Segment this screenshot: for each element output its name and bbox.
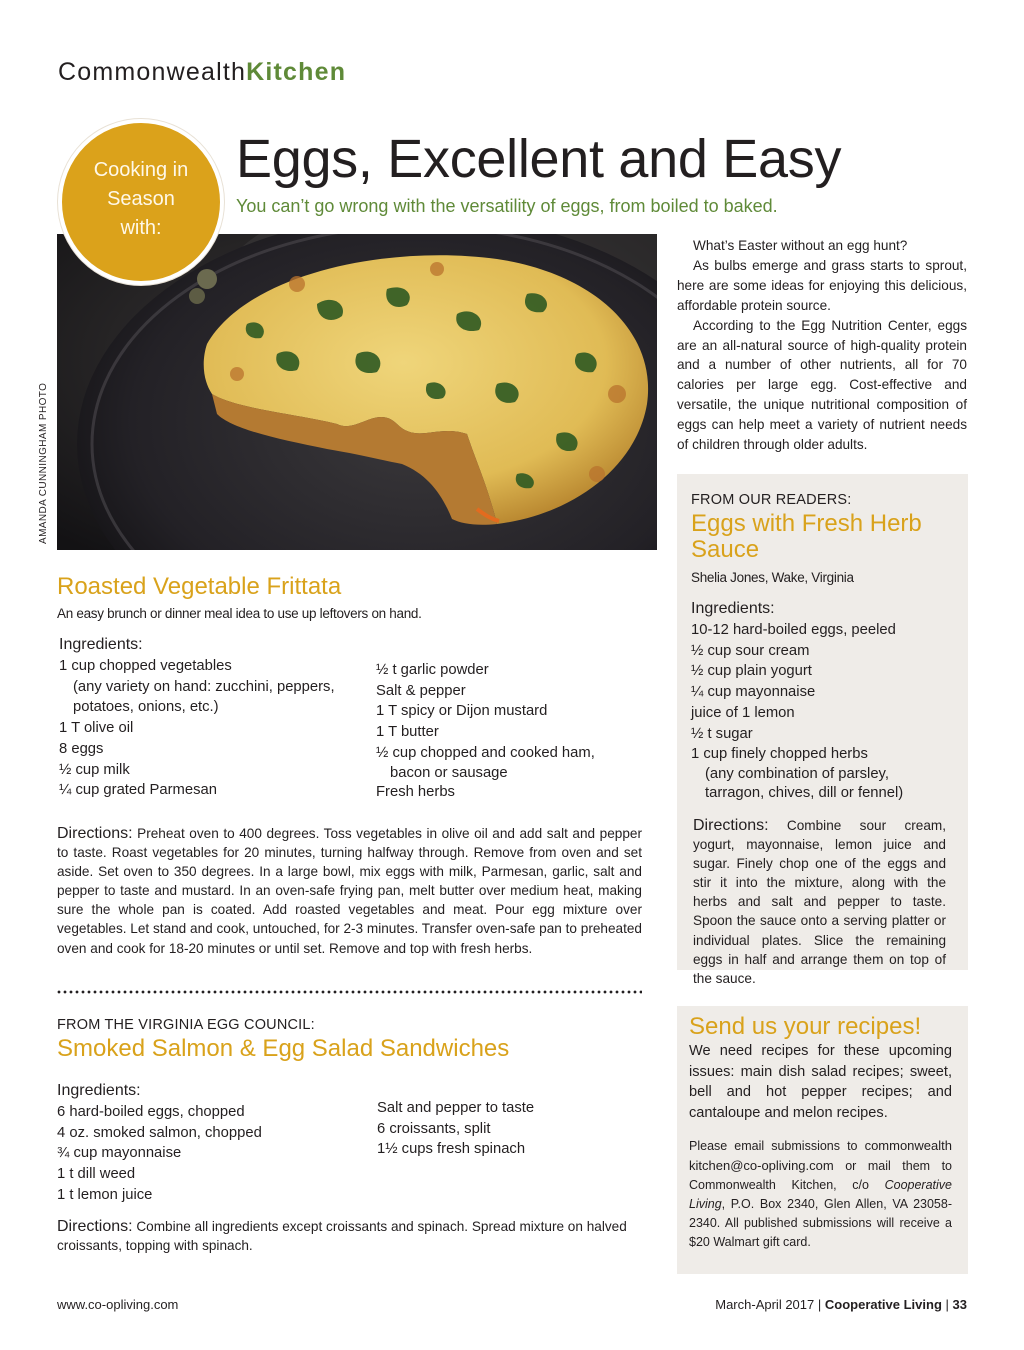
list-item: 1 t lemon juice [57,1186,153,1203]
list-item: 1 T olive oil [59,720,134,737]
list-item: ½ cup sour cream [691,642,810,659]
list-item: 1 T spicy or Dijon mustard [376,703,548,720]
herb-sauce-source: FROM OUR READERS: [691,492,852,508]
intro-paragraph: What’s Easter without an egg hunt? [693,238,908,253]
list-item: Salt and pepper to taste [377,1100,535,1116]
list-item: 6 croissants, split [377,1120,491,1137]
frittata-directions [57,824,642,958]
footer-publication: Cooperative Living [824,1297,942,1312]
masthead-prefix: Commonwealth [58,58,247,86]
masthead [58,58,346,87]
contact-email-link[interactable]: commonwealth kitchen@co-opliving.com [689,1138,952,1173]
frittata-ingredients-label: Ingredients: [59,636,143,653]
send-recipes-title: Send us your recipes! [689,1013,922,1040]
salmon-ingredients-col2 [377,1098,657,1160]
list-item: 4 oz. smoked salmon, chopped [57,1124,262,1141]
directions-text: Combine sour cream, yogurt, mayonnaise, lemon juice and sugar. Finely chop one of the eggs and stir it into the mixture, along with the herbs and salt and pepper to taste. Spoon the sauce onto a serving platter or individual plates. Slice the remaining eggs in half and arrange them on top of the sauce. [693,818,946,986]
masthead-suffix: Kitchen [246,58,347,86]
herb-sauce-author: Shelia Jones, Wake, Virginia [691,570,854,585]
contact-text: or mail them to [833,1159,952,1173]
directions-label: Directions: [57,825,133,842]
article-subtitle: You can’t go wrong with the versatility of eggs, from boiled to baked. [236,196,778,216]
list-item: ½ cup milk [59,761,130,778]
list-item: 8 eggs [59,740,104,757]
list-item: 10-12 hard-boiled eggs, peeled [691,622,896,638]
directions-text: Preheat oven to 400 degrees. Toss vegetables in olive oil and add salt and pepper to taste. Roast vegetables for 20 minutes, turning halfway through. Remove from oven and set aside. Set oven to 350 degrees. In a large bowl, mix eggs with milk, Parmesan, garlic, salt and pepper to taste and mustard. In an oven-safe frying pan, melt butter over medium heat, making sure the whole pan is coated. Add roasted vegetables and meat. Pour egg mixture over vegetables. Let stand and cook, untouched, for 2-3 minutes. Transfer oven-safe pan to preheated oven and cook for 18-20 minutes or until set. Remove and top with fresh herbs. [57,826,642,956]
salmon-title: Smoked Salmon & Egg Salad Sandwiches [57,1035,510,1062]
list-item: 1 T butter [376,724,439,741]
herb-sauce-directions [693,816,946,988]
contact-address: , P.O. Box 2340, Glen Allen, VA 23058-2340. [689,1197,952,1230]
contact-text: Please email submissions to [689,1139,865,1153]
salmon-source: FROM THE VIRGINIA EGG COUNCIL: [57,1017,315,1033]
send-recipes-body: We need recipes for these upcoming issues: main dish salad recipes; sweet, bell and hot pepper recipes; and cantaloupe and melon recipes. [689,1043,952,1121]
directions-label: Directions: [693,817,769,834]
list-item: bacon or sausage [390,764,508,781]
salmon-directions [57,1217,657,1255]
list-item: 1 cup chopped vegetables [59,658,232,674]
list-item: tarragon, chives, dill or fennel) [705,784,904,801]
salmon-ingredients-col1 [57,1102,357,1206]
list-item: Salt & pepper [376,682,466,699]
list-item: 1 cup finely chopped herbs [691,746,868,763]
herb-sauce-ingredients-label: Ingredients: [691,600,775,617]
footer-separator: | [945,1297,953,1312]
article-title: Eggs, Excellent and Easy [236,129,842,189]
contact-magazine: Cooperative Living [689,1178,952,1211]
list-item: (any combination of parsley, [705,765,889,782]
list-item: ¾ cup mayonnaise [57,1145,182,1162]
season-badge [58,119,224,285]
intro-paragraph: According to the Egg Nutrition Center, eggs are an all-natural source of high-quality protein and a number of other nutrients, all for 70 calories per large egg. Cost-effective and versatile, the unique nutritional composition of eggs can help meet a variety of nutrient needs of children through older adults. [677,317,967,453]
list-item: (any variety on hand: zucchini, peppers, [73,678,335,695]
directions-text: Combine all ingredients except croissants and spinach. Spread mixture on halved croissants, topping with spinach. [57,1219,627,1254]
frittata-ingredients-col2 [376,660,656,802]
list-item: 6 hard-boiled eggs, chopped [57,1104,245,1120]
footer-issue: March-April 2017 [715,1297,815,1312]
list-item: Fresh herbs [376,783,455,800]
send-recipes-sidebar [677,1006,968,1274]
list-item: ½ t sugar [691,725,753,742]
list-item: juice of 1 lemon [691,704,795,721]
herb-sauce-ingredients [691,620,961,803]
frittata-ingredients-col1 [59,656,359,801]
salmon-ingredients-label: Ingredients: [57,1082,141,1099]
contact-address-name: Commonwealth Kitchen, c/o [689,1178,885,1192]
list-item: ¼ cup mayonnaise [691,684,816,701]
directions-label: Directions: [57,1218,133,1235]
footer-page-number: 33 [952,1297,967,1312]
herb-sauce-sidebar [677,474,968,986]
season-badge-text: Cooking in Season with: [93,158,189,239]
list-item: ¼ cup grated Parmesan [59,782,217,799]
photo-credit: AMANDA CUNNINGHAM PHOTO [38,382,49,544]
footer-separator: | [817,1297,825,1312]
list-item: 1½ cups fresh spinach [377,1141,526,1158]
contact-note: All published submissions will receive a $20 Walmart gift card. [689,1216,952,1249]
list-item: potatoes, onions, etc.) [73,699,219,716]
frittata-tagline: An easy brunch or dinner meal idea to use up leftovers on hand. [57,606,422,621]
frittata-title: Roasted Vegetable Frittata [57,573,342,600]
article-intro [677,236,967,455]
send-recipes-contact [689,1136,952,1252]
list-item: ½ t garlic powder [376,662,489,678]
footer-issue-info [630,1297,967,1312]
footer-website[interactable]: www.co-opliving.com [57,1297,179,1312]
herb-sauce-title: Eggs with Fresh Herb Sauce [691,510,922,563]
list-item: ½ cup plain yogurt [691,663,812,680]
intro-paragraph: As bulbs emerge and grass starts to sprout, here are some ideas for enjoying this delicious, affordable protein source. [677,257,967,313]
dotted-divider [56,990,642,994]
list-item: ½ cup chopped and cooked ham, [376,744,595,761]
list-item: 1 t dill weed [57,1166,136,1183]
